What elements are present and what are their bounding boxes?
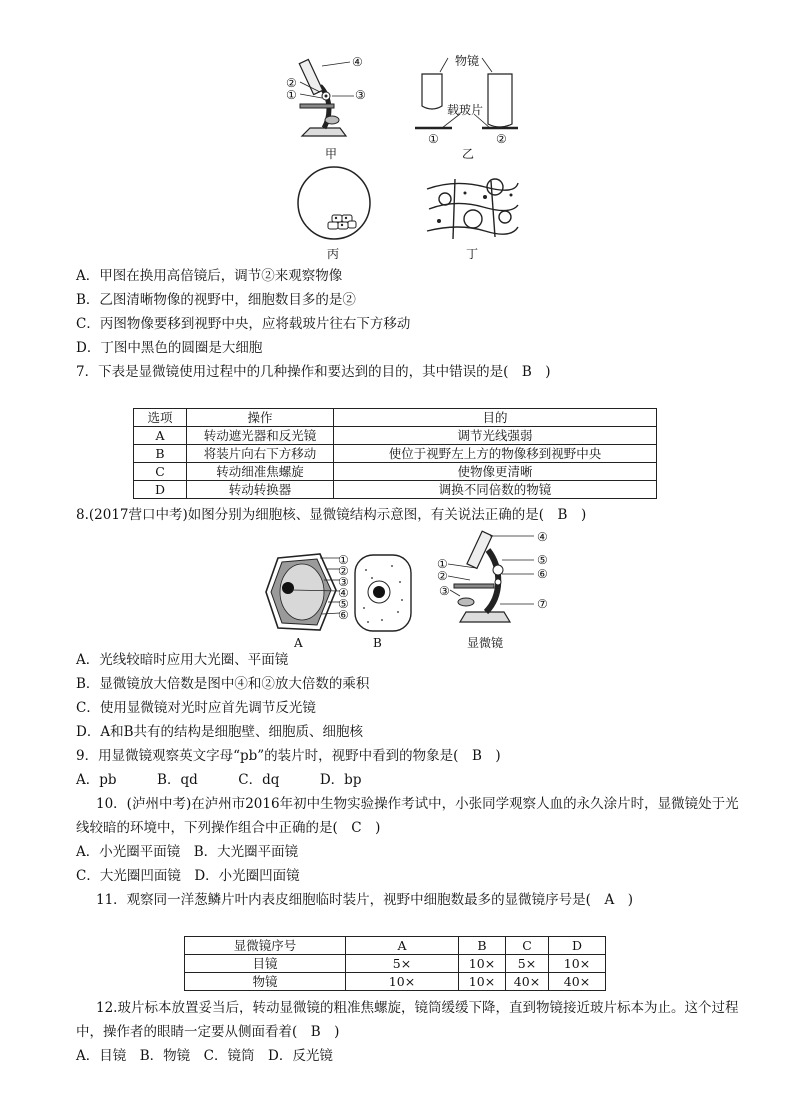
table-cell: 10×	[459, 973, 506, 991]
figure-microscope-structure	[430, 530, 570, 630]
q8-stem: 8.(2017营口中考)如图分别为细胞核、显微镜结构示意图，有关说法正确的是( B )	[76, 507, 587, 523]
scope-label-1: ①	[437, 557, 448, 571]
table-cell: 转动遮光器和反光镜	[187, 427, 334, 445]
q8-option-b: B．显微镜放大倍数是图中④和②放大倍数的乘积	[76, 676, 370, 692]
q10-options-line2: C．大光圈凹面镜 D．小光圈凹面镜	[76, 868, 300, 884]
table-cell: 10×	[549, 955, 606, 973]
q10-stem-line1: 10．(泸州中考)在泸州市2016年初中生物实验操作考试中，小张同学观察人血的永久涂片时，显微镜处于光	[96, 796, 739, 812]
table-cell: 使位于视野左上方的物像移到视野中央	[334, 445, 657, 463]
q11-stem: 11．观察同一洋葱鳞片叶内表皮细胞临时装片，视野中细胞数最多的显微镜序号是( A )	[96, 892, 633, 908]
scope-label-5: ⑤	[537, 553, 548, 567]
yi-objective-label: 物镜	[455, 54, 480, 68]
q9-stem: 9．用显微镜观察英文字母“pb”的装片时，视野中看到的物象是( B )	[76, 748, 501, 764]
q9-options: A．pb B．qd C．dq D．bp	[76, 772, 362, 788]
figure-yi-caption: 乙	[462, 147, 475, 161]
cell-label-4: ④	[338, 586, 349, 600]
jia-label-1: ①	[286, 88, 297, 102]
table-header-row	[185, 937, 606, 955]
scope-label-7: ⑦	[537, 597, 548, 611]
figure-ding-caption: 丁	[466, 247, 479, 261]
scope-label-4: ④	[537, 530, 548, 544]
cell-b-caption: B	[373, 636, 382, 650]
jia-label-2: ②	[286, 76, 297, 90]
q7-table	[133, 408, 657, 499]
figure-cell-b	[352, 552, 414, 634]
table-cell: 5×	[346, 955, 459, 973]
cell-label-1: ①	[338, 553, 349, 567]
table-cell: 转动转换器	[187, 481, 334, 499]
table-header-cell: 显微镜序号	[185, 937, 346, 955]
table-row	[134, 481, 657, 499]
table-cell: 转动细准焦螺旋	[187, 463, 334, 481]
table-cell: 调换不同倍数的物镜	[334, 481, 657, 499]
q11-table	[184, 936, 606, 991]
q7-stem: 7．下表是显微镜使用过程中的几种操作和要达到的目的，其中错误的是( B )	[76, 364, 551, 380]
cell-label-6: ⑥	[338, 608, 349, 622]
q8-option-a: A．光线较暗时应用大光圈、平面镜	[76, 652, 289, 668]
cell-label-2: ②	[338, 564, 349, 578]
q6-option-c: C．丙图物像要移到视野中央，应将载玻片往右下方移动	[76, 316, 411, 332]
table-cell: C	[134, 463, 187, 481]
q12-options: A．目镜 B．物镜 C．镜筒 D．反光镜	[76, 1048, 333, 1064]
table-row	[185, 973, 606, 991]
table-header-cell: 操作	[187, 409, 334, 427]
table-cell: 40×	[506, 973, 549, 991]
table-row	[134, 445, 657, 463]
table-header-cell: A	[346, 937, 459, 955]
q8-option-d: D．A和B共有的结构是细胞壁、细胞质、细胞核	[76, 724, 363, 740]
table-cell: 使物像更清晰	[334, 463, 657, 481]
table-cell: 物镜	[185, 973, 346, 991]
figure-bing-caption: 丙	[327, 247, 340, 261]
scope-label-6: ⑥	[537, 567, 548, 581]
q12-stem-line2: 中，操作者的眼睛一定要从侧面看着( B )	[76, 1024, 340, 1040]
q8-option-c: C．使用显微镜对光时应首先调节反光镜	[76, 700, 316, 716]
q10-stem-line2: 线较暗的环境中，下列操作组合中正确的是( C )	[76, 820, 381, 836]
table-header-row	[134, 409, 657, 427]
q6-option-a: A．甲图在换用高倍镜后，调节②来观察物像	[76, 268, 343, 284]
q6-option-b: B．乙图清晰物像的视野中，细胞数目多的是②	[76, 292, 356, 308]
table-header-cell: D	[549, 937, 606, 955]
table-cell: 将装片向右下方移动	[187, 445, 334, 463]
jia-label-4: ④	[352, 55, 363, 69]
table-row	[185, 955, 606, 973]
yi-label-1: ①	[428, 132, 439, 146]
cell-a-caption: A	[294, 636, 303, 650]
table-header-cell: 目的	[334, 409, 657, 427]
table-header-cell: B	[459, 937, 506, 955]
table-cell: 10×	[346, 973, 459, 991]
q6-option-d: D．丁图中黑色的圆圈是大细胞	[76, 340, 263, 356]
table-cell: B	[134, 445, 187, 463]
scope-label-2: ②	[437, 569, 448, 583]
table-cell: 调节光线强弱	[334, 427, 657, 445]
table-cell: 40×	[549, 973, 606, 991]
scope-caption: 显微镜	[467, 636, 504, 650]
figure-bing-field-of-view	[296, 165, 376, 245]
cell-label-5: ⑤	[338, 597, 349, 611]
jia-label-3: ③	[355, 88, 366, 102]
table-cell: 10×	[459, 955, 506, 973]
q12-stem-line1: 12.玻片标本放置妥当后，转动显微镜的粗准焦螺旋，镜筒缓缓下降，直到物镜接近玻片标本为止。这个过程	[96, 1000, 739, 1016]
table-row	[134, 427, 657, 445]
table-header-cell: C	[506, 937, 549, 955]
figure-ding-field-of-view	[425, 175, 520, 243]
table-cell: 5×	[506, 955, 549, 973]
scope-label-3: ③	[439, 584, 450, 598]
table-cell: A	[134, 427, 187, 445]
table-cell: D	[134, 481, 187, 499]
yi-slide-label: 载玻片	[447, 103, 484, 117]
yi-label-2: ②	[496, 132, 507, 146]
table-row	[134, 463, 657, 481]
figure-jia-caption: 甲	[325, 147, 338, 161]
table-header-cell: 选项	[134, 409, 187, 427]
cell-label-3: ③	[338, 575, 349, 589]
table-cell: 目镜	[185, 955, 346, 973]
q10-options-line1: A．小光圈平面镜 B．大光圈平面镜	[76, 844, 299, 860]
